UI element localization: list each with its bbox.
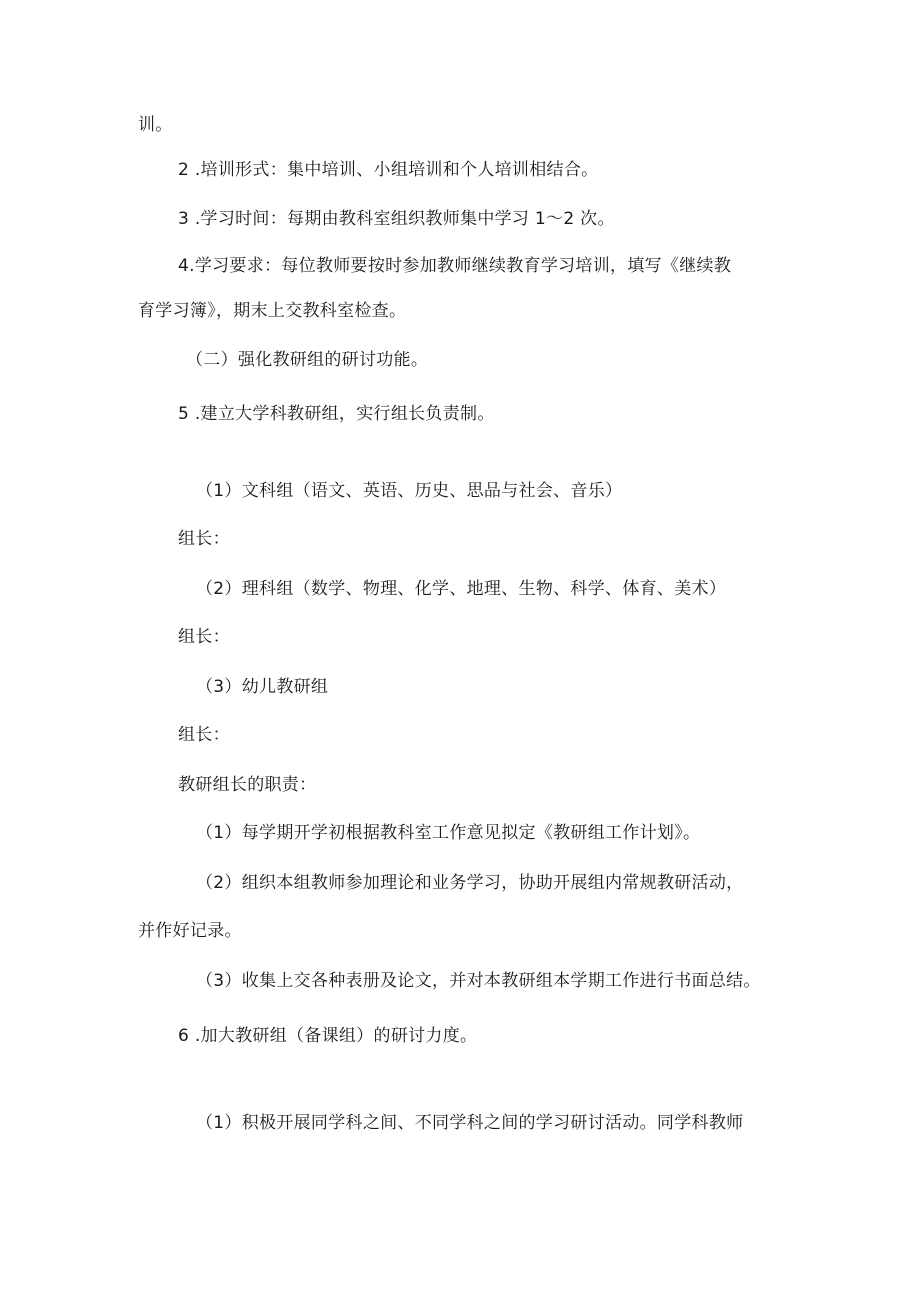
list-item: （1）每学期开学初根据教科室工作意见拟定《教研组工作计划》。 [196,823,701,843]
text-line: 组长： [178,725,230,745]
text-line: 育学习簿》，期末上交教科室检查。 [138,301,407,321]
text-line: 5 .建立大学科教研组，实行组长负责制。 [178,404,495,424]
list-item: （1）文科组（语文、英语、历史、思品与社会、音乐） [196,481,623,501]
text-line: 并作好记录。 [138,921,242,941]
text-line: 3 .学习时间：每期由教科室组织教师集中学习 1～2 次。 [178,209,615,229]
list-item: （3）收集上交各种表册及论文，并对本教研组本学期工作进行书面总结。 [196,971,761,991]
list-item: （2）组织本组教师参加理论和业务学习，协助开展组内常规教研活动， [196,873,744,893]
text-line: 6 .加大教研组（备课组）的研讨力度。 [178,1026,478,1046]
text-line: 4.学习要求：每位教师要按时参加教师继续教育学习培训，填写《继续教 [178,256,732,276]
text-line: 教研组长的职责： [178,775,317,795]
text-line: 组长： [178,627,230,647]
list-item: （2）理科组（数学、物理、化学、地理、生物、科学、体育、美术） [196,579,727,599]
text-line: 2 .培训形式：集中培训、小组培训和个人培训相结合。 [178,160,599,180]
section-heading: （二）强化教研组的研讨功能。 [186,350,429,370]
list-item: （1）积极开展同学科之间、不同学科之间的学习研讨活动。同学科教师 [196,1113,744,1133]
text-line: 训。 [138,115,173,135]
list-item: （3）幼儿教研组 [196,677,329,697]
text-line: 组长： [178,529,230,549]
